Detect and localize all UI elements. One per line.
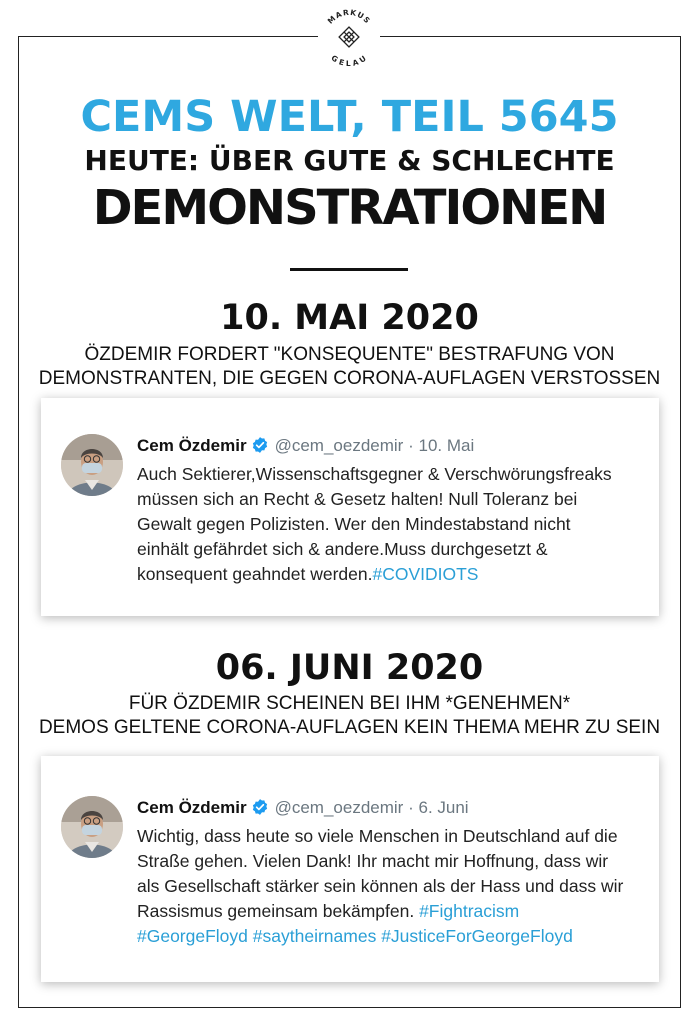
tweet-card-1 [41,398,659,616]
tweet-line: Wichtig, dass heute so viele Menschen in Deutschland auf die [137,826,618,846]
svg-text:MARKUS: MARKUS [325,7,373,26]
svg-text:GELAU: GELAU [329,53,369,68]
tweet-line: Auch Sektierer,Wissenschaftsgegner & Verschwörungsfreaks [137,464,612,484]
tweet-line: einhält gefährdet sich & andere.Muss durchgesetzt & [137,539,548,559]
tweet-line [137,899,643,924]
headline-subtitle: HEUTE: ÜBER GUTE & SCHLECHTE [84,144,615,177]
hashtag-link[interactable]: #Fightracism [419,901,520,921]
section-date-2: 06. JUNI 2020 [215,648,484,688]
caption-line: FÜR ÖZDEMIR SCHEINEN BEI IHM *GENEHMEN* [128,693,571,714]
tweet-separator: · [408,436,414,455]
headline-title: CEMS WELT, TEIL 5645 [80,92,619,142]
tweet-author-name[interactable]: Cem Özdemir [137,798,247,817]
tweet-header [137,436,474,456]
section-caption-2 [0,692,699,740]
tweet-handle[interactable]: @cem_oezdemir [274,798,404,817]
tweet-header [137,798,469,818]
tweet-separator: · [408,798,414,817]
tweet-line: Straße gehen. Vielen Dank! Ihr macht mir Hoffnung, dass wir [137,851,609,871]
tweet-text [137,462,643,587]
hashtag-link[interactable]: #GeorgeFloyd [137,926,248,946]
markus-gelau-logo [318,6,380,68]
tweet-line [137,924,643,949]
hashtag-link[interactable]: #JusticeForGeorgeFloyd [381,926,573,946]
tweet-line: Gewalt gegen Polizisten. Wer den Mindestabstand nicht [137,514,571,534]
verified-badge-icon [251,436,269,454]
tweet-card-2 [41,756,659,982]
tweet-line-text: konsequent geahndet werden. [137,564,373,584]
tweet-text [137,824,643,949]
tweet-line [137,562,643,587]
tweet-line: als Gesellschaft stärker sein können als der Hass und dass wir [137,876,624,896]
headline-topic: DEMONSTRATIONEN [92,180,607,236]
caption-line: DEMOS GELTENE CORONA-AUFLAGEN KEIN THEMA MEHR ZU SEIN [38,717,661,738]
tweet-line: müssen sich an Recht & Gesetz halten! Null Toleranz bei [137,489,578,509]
avatar[interactable] [61,796,123,858]
tweet-line-text: Rassismus gemeinsam bekämpfen. [137,901,420,921]
caption-line: DEMONSTRANTEN, DIE GEGEN CORONA-AUFLAGEN VERSTOSSEN [38,368,661,389]
tweet-handle[interactable]: @cem_oezdemir [274,436,404,455]
tweet-author-name[interactable]: Cem Özdemir [137,436,247,455]
hashtag-link[interactable]: #COVIDIOTS [372,564,479,584]
avatar[interactable] [61,434,123,496]
section-date-1: 10. MAI 2020 [220,298,479,338]
caption-line: ÖZDEMIR FORDERT "KONSEQUENTE" BESTRAFUNG VON [84,344,615,365]
tweet-date[interactable]: 6. Juni [418,798,469,817]
tweet-date[interactable]: 10. Mai [418,436,475,455]
hashtag-link[interactable]: #saytheirnames [252,926,377,946]
divider-rule [290,268,408,271]
verified-badge-icon [251,798,269,816]
section-caption-1 [0,343,699,391]
